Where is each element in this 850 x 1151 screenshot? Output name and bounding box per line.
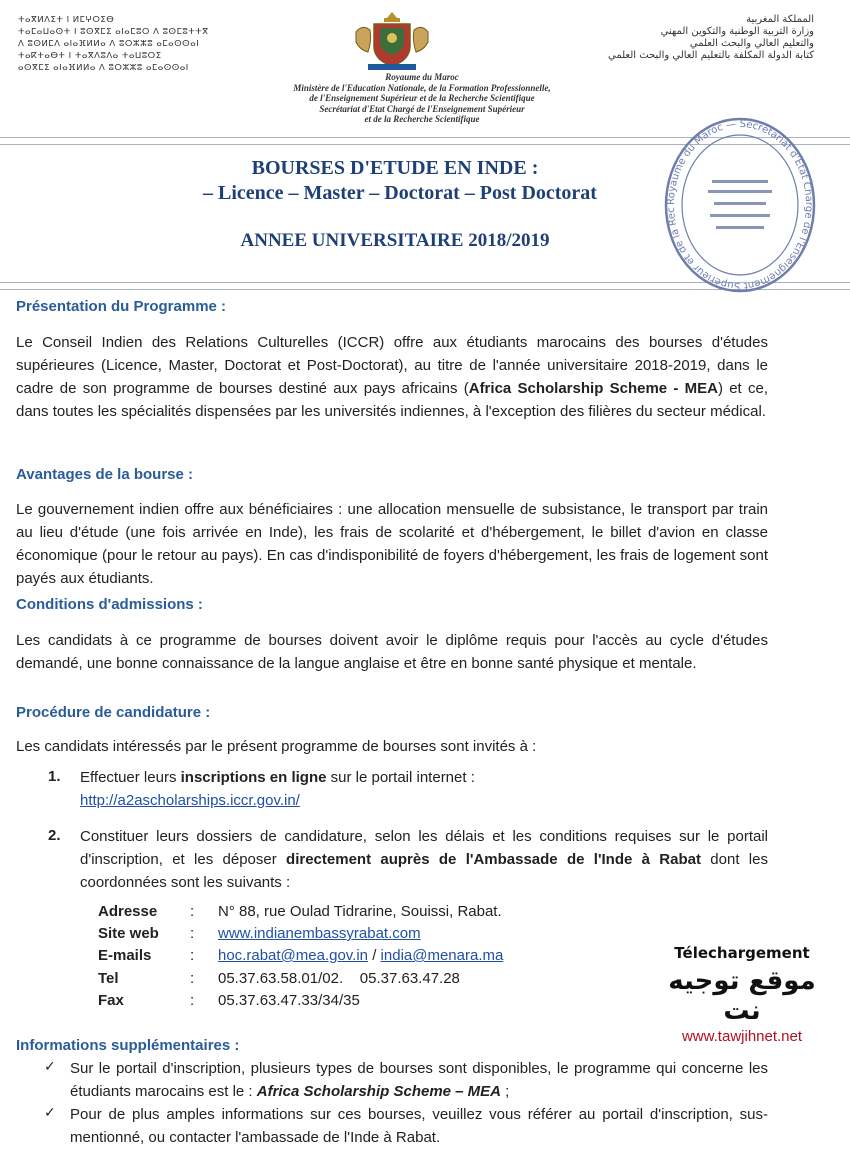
tifinagh-line: ⴷ ⵓⵙⵍⵎⴷ ⴰⵏⴰⴼⵍⵍⴰ ⴷ ⵓⵔⵣⵣⵓ ⴰⵎⴰⵙⵙⴰⵏ xyxy=(18,39,200,49)
contact-value: 05.37.63.47.33/34/35 xyxy=(218,992,360,1009)
ministry-line: Secrétariat d'Etat Chargé de l'Enseignement Supérieur xyxy=(319,103,525,114)
ministry-line: Ministère de l'Education Nationale, de la Formation Professionnelle, xyxy=(293,82,551,93)
section-heading-presentation: Présentation du Programme : xyxy=(16,298,227,315)
arabic-line: والتعليم العالي والبحث العلمي xyxy=(689,38,814,49)
step1-text-a: Effectuer leurs xyxy=(80,769,181,786)
arabic-line: المملكة المغربية xyxy=(746,14,814,25)
tifinagh-line: ⴰⵙⴳⵎⵉ ⴰⵏⴰⴼⵍⵍⴰ ⴷ ⵓⵔⵣⵣⵓ ⴰⵎⴰⵙⵙⴰⵏ xyxy=(18,63,189,73)
section-heading-infos: Informations supplémentaires : xyxy=(16,1037,240,1054)
procedure-intro: Les candidats intéressés par le présent programme de bourses sont invités à : xyxy=(16,738,537,755)
contact-label: Fax xyxy=(98,992,124,1009)
presentation-text-bold: Africa Scholarship Scheme - MEA xyxy=(468,380,718,397)
section-heading-conditions: Conditions d'admissions : xyxy=(16,596,203,613)
step1-text-b: sur le portail internet : xyxy=(326,769,475,786)
avantages-paragraph: Le gouvernement indien offre aux bénéficiaires : une allocation mensuelle de subsistance, le transport par train au lieu d'étude (une fois arrivée en Inde), les frais de scolarité et d'hébergement, le billet d'avion en classe économique (pour le retour au pays). En cas d'indisponibilité de foyers d'hébergement, les frais de logement sont payés aux étudiants. xyxy=(16,501,768,587)
website-link[interactable]: www.indianembassyrabat.com xyxy=(218,925,421,942)
contact-colon: : xyxy=(190,925,195,942)
watermark-url[interactable]: www.tawjihnet.net xyxy=(681,1028,803,1045)
contact-label: Tel xyxy=(98,970,119,987)
watermark xyxy=(652,944,832,1045)
contact-colon: : xyxy=(190,970,195,987)
section-heading-procedure: Procédure de candidature : xyxy=(16,704,211,721)
conditions-paragraph: Les candidats à ce programme de bourses doivent avoir le diplôme requis pour l'accès au cycle d'études demandé, une bonne connaissance de la langue anglaise et être en bonne santé physique et mentale. xyxy=(16,632,768,672)
contact-value: N° 88, rue Oulad Tidrarine, Souissi, Rabat. xyxy=(218,903,502,920)
ministry-header xyxy=(232,72,612,125)
presentation-paragraph xyxy=(16,331,768,423)
tifinagh-line: ⵜⴰⵎⴰⵡⴰⵙⵜ ⵏ ⵓⵙⴳⵎⵉ ⴰⵏⴰⵎⵓⵔ ⴷ ⵓⵙⵎⵓⵜⵜⴳ xyxy=(18,27,209,37)
stamp-text: Royaume du Maroc — Secrétariat d'Etat Chargé de l'Enseignement Supérieur et de la Rec xyxy=(665,118,815,292)
title-line-1: BOURSES D'ETUDE EN INDE : xyxy=(251,157,539,179)
step-2 xyxy=(80,825,768,894)
info1-text-b: ; xyxy=(501,1083,510,1100)
contact-colon: : xyxy=(190,992,195,1009)
portal-link[interactable]: http://a2ascholarships.iccr.gov.in/ xyxy=(80,792,300,809)
official-stamp xyxy=(660,110,820,300)
email-separator: / xyxy=(372,947,377,964)
contact-label: E-mails xyxy=(98,947,152,964)
tel-value-2: 05.37.63.47.28 xyxy=(359,970,460,987)
section-heading-avantages: Avantages de la bourse : xyxy=(16,466,193,483)
step2-text-b: dont les coordonnées sont les suivants : xyxy=(80,851,768,891)
email-link-1[interactable]: hoc.rabat@mea.gov.in xyxy=(218,947,369,964)
arabic-line: وزارة التربية الوطنية والتكوين المهني xyxy=(660,26,814,37)
tifinagh-line: ⵜⴰⴽⵜⴰⴱⵜ ⵏ ⵜⴰⴳⴷⵓⴷⴰ ⵜⴰⵡⵓⵔⵉ xyxy=(18,51,162,61)
contact-colon: : xyxy=(190,947,195,964)
step-number: 1. xyxy=(48,768,61,785)
title-year: ANNEE UNIVERSITAIRE 2018/2019 xyxy=(240,230,550,251)
step2-text-bold: directement auprès de l'Ambassade de l'Inde à Rabat xyxy=(286,851,701,868)
watermark-arabic: موقع توجيه نت xyxy=(668,966,816,1026)
tifinagh-header xyxy=(18,14,263,74)
tifinagh-line: ⵜⴰⴳⵍⴷⵉⵜ ⵏ ⵍⵎⵖⵔⵉⴱ xyxy=(18,15,115,25)
tel-value-1: 05.37.63.58.01/02. xyxy=(218,970,344,987)
coat-of-arms-icon xyxy=(350,10,434,72)
arabic-header xyxy=(514,14,814,62)
info-item-2: Pour de plus amples informations sur ces bourses, veuillez vous référer au portail d'inscription, sus-mentionné, ou contacter l'ambassade de l'Inde à Rabat. xyxy=(70,1106,768,1146)
ministry-line: et de la Recherche Scientifique xyxy=(364,114,480,124)
watermark-label: Télechargement xyxy=(674,944,810,962)
info-item-1 xyxy=(70,1057,768,1103)
ministry-line: de l'Enseignement Supérieur et de la Recherche Scientifique xyxy=(309,93,535,103)
contact-label: Adresse xyxy=(98,903,158,920)
check-icon: ✓ xyxy=(44,1104,56,1120)
step-1 xyxy=(80,766,770,812)
arabic-line: كتابة الدولة المكلفة بالتعليم العالي والبحث العلمي xyxy=(607,50,814,61)
info1-text-bold: Africa Scholarship Scheme – MEA xyxy=(256,1083,502,1100)
step-number: 2. xyxy=(48,827,61,844)
step2-text-a: Constituer leurs dossiers de candidature, selon les délais et les conditions requises sur le portail d'inscription, et les déposer xyxy=(80,828,768,868)
contact-label: Site web xyxy=(98,925,159,942)
info1-text-a: Sur le portail d'inscription, plusieurs types de bourses sont disponibles, le programme qui concerne les étudiants marocains est le : xyxy=(70,1060,768,1100)
step1-text-bold: inscriptions en ligne xyxy=(180,769,327,786)
contact-colon: : xyxy=(190,903,195,920)
presentation-text-b: ) et ce, dans toutes les spécialités dispensées par les universités indiennes, à l'exception des filières du secteur médical. xyxy=(16,380,768,420)
title-line-2: – Licence – Master – Doctorat – Post Doctorat xyxy=(203,182,597,204)
check-icon: ✓ xyxy=(44,1058,56,1074)
ministry-kingdom: Royaume du Maroc xyxy=(385,72,459,82)
presentation-text-a: Le Conseil Indien des Relations Culturelles (ICCR) offre aux étudiants marocains des bourses d'études supérieures (Licence, Master, Doctorat et Post-Doctorat), au titre de l'année universitaire 2018-2019, dans le cadre de son programme de bourses destiné aux pays africains ( xyxy=(16,334,768,397)
email-link-2[interactable]: india@menara.ma xyxy=(380,947,504,964)
